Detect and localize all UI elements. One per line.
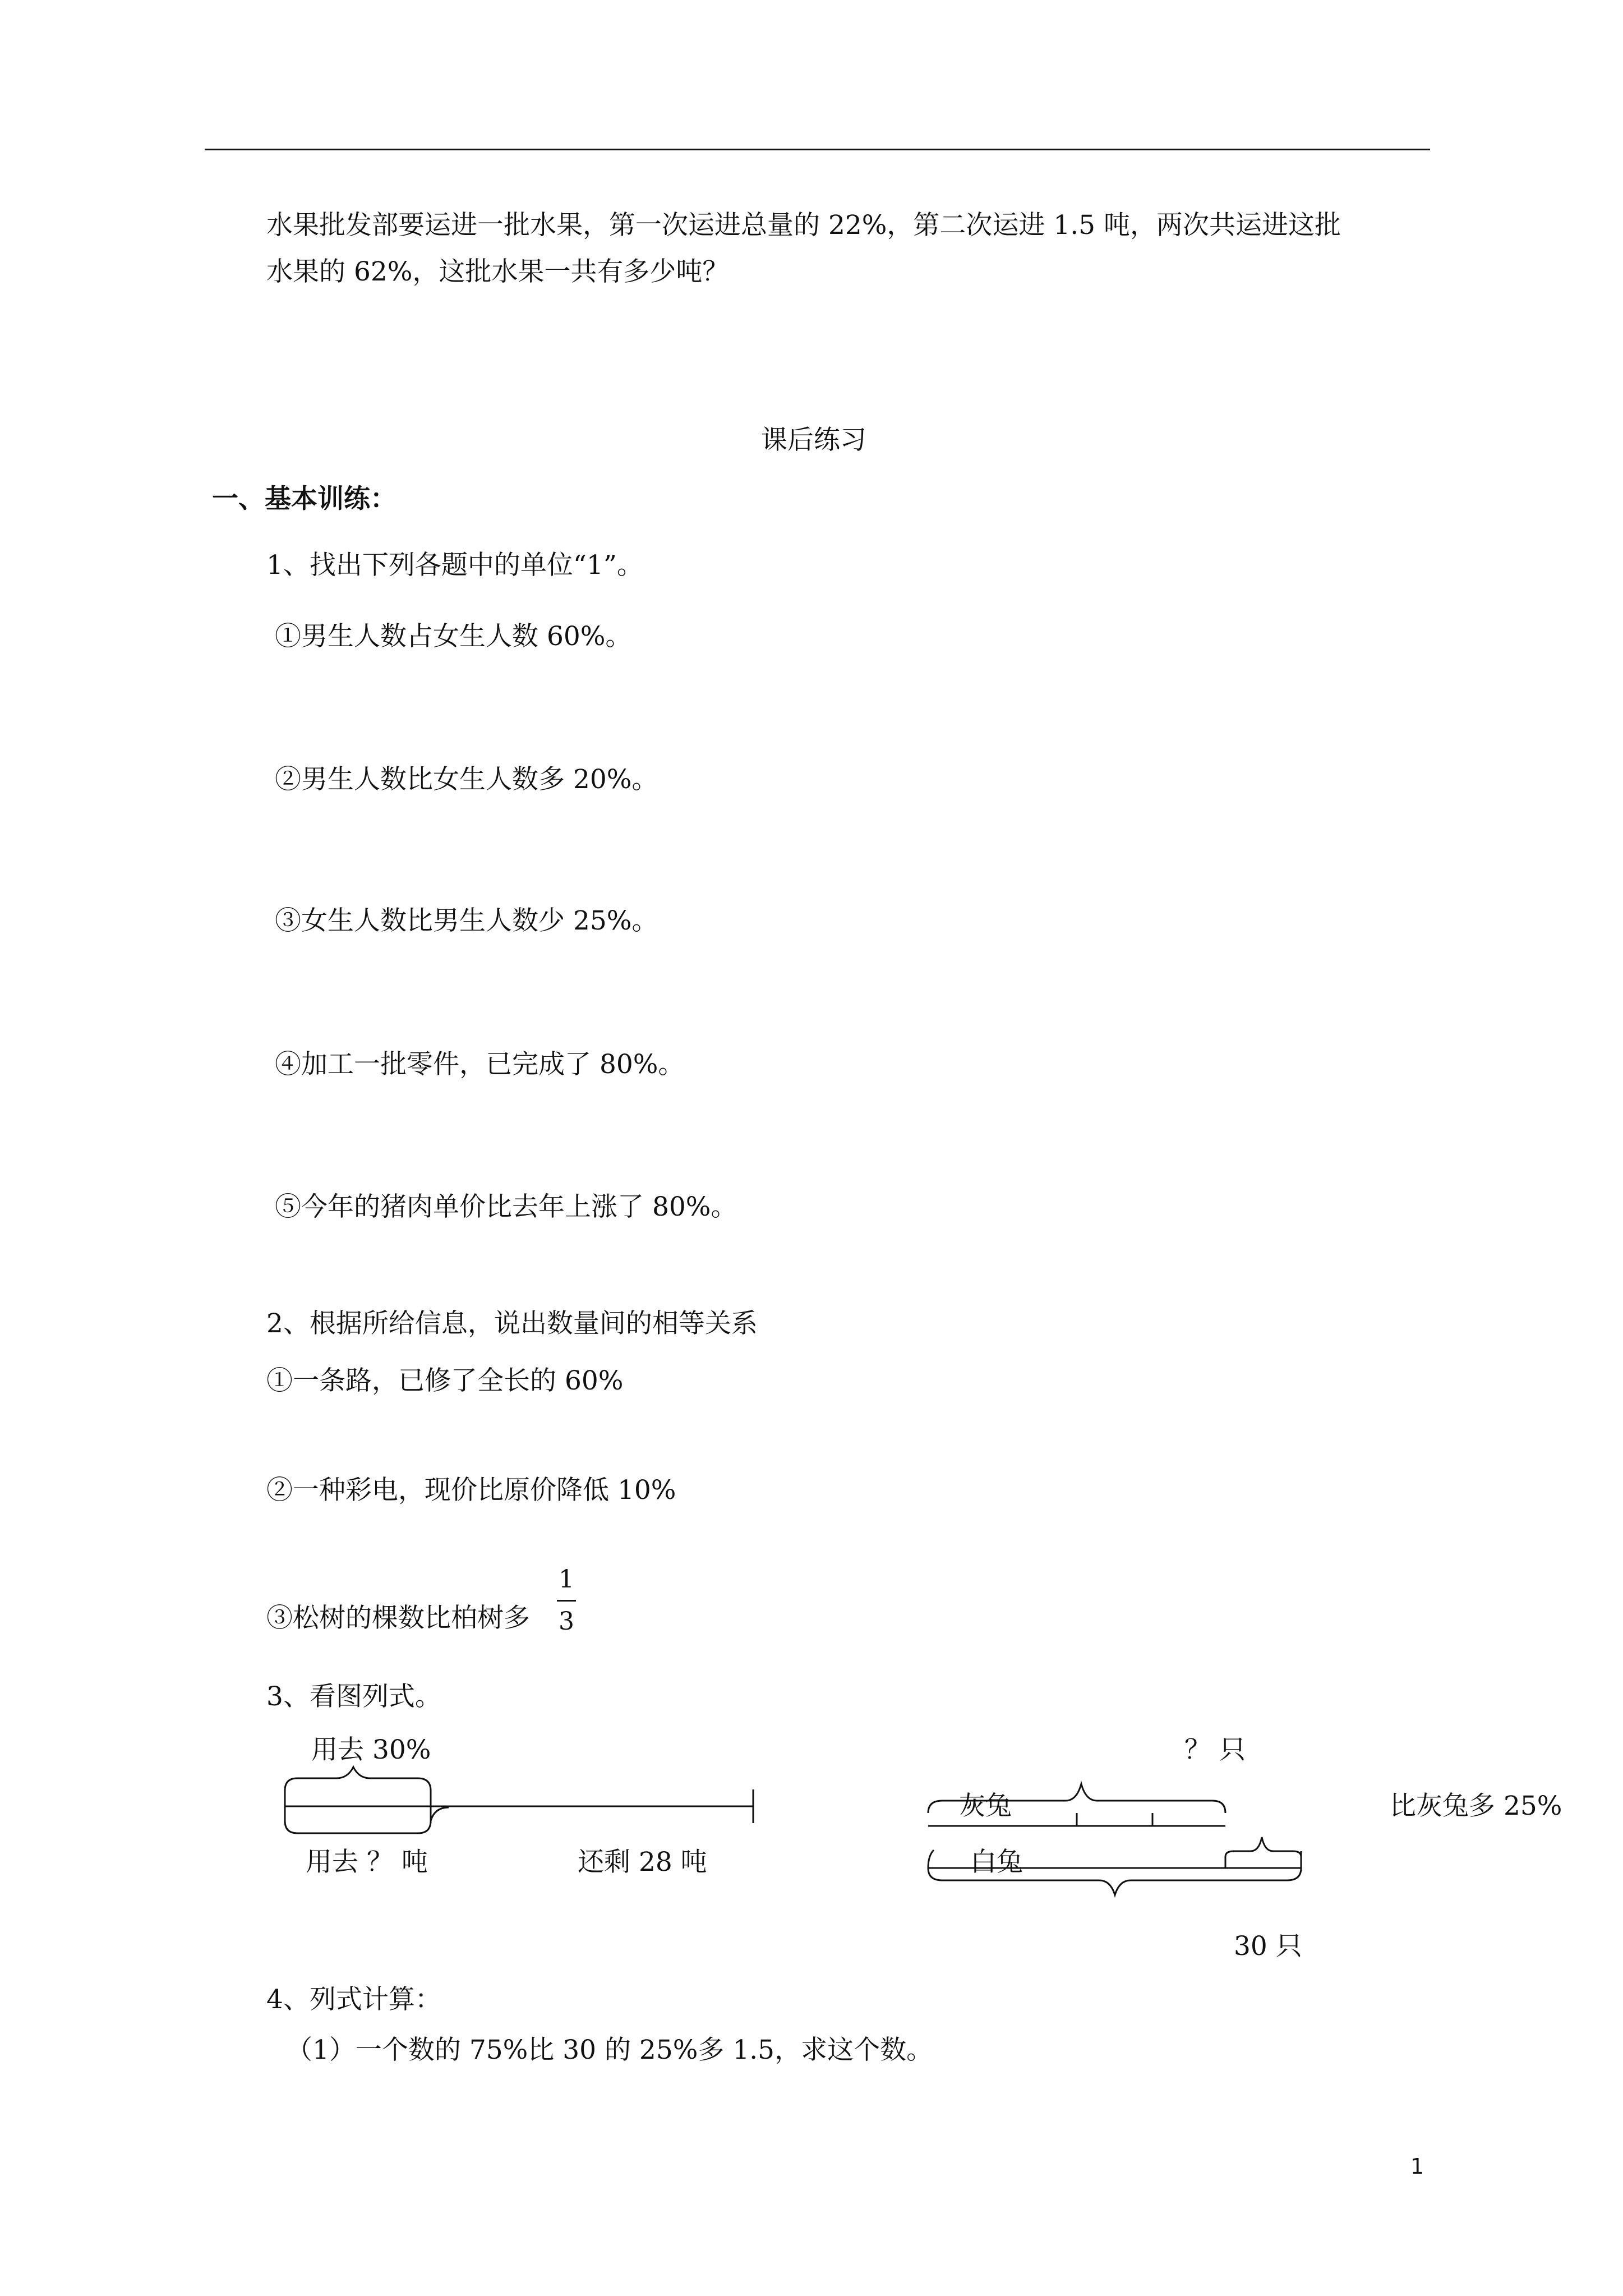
left-diagram-remaining-label: 还剩 28 吨 [578, 1847, 707, 1878]
difference-brace [1225, 1837, 1301, 1868]
q2-item-3: ③松树的棵数比柏树多 [266, 1603, 530, 1634]
fraction-denominator: 3 [559, 1607, 574, 1636]
section-title: 课后练习 [761, 425, 866, 455]
q4-title: 4、列式计算： [266, 1984, 441, 2015]
gray-rabbit-label: 灰兔 [959, 1791, 1012, 1821]
q1-item-2: ②男生人数比女生人数多 20%。 [275, 764, 658, 795]
q1-title: 1、找出下列各题中的单位“1”。 [266, 550, 643, 581]
page-number: 1 [1410, 2154, 1424, 2179]
left-bottom-brace-remaining [431, 1807, 449, 1821]
left-top-brace [285, 1767, 431, 1791]
left-diagram-used-label: 用去 ？ 吨 [306, 1847, 428, 1878]
part-one-heading: 一、基本训练： [212, 484, 396, 514]
intro-problem-line2: 水果的 62%，这批水果一共有多少吨？ [266, 256, 729, 287]
q2-title: 2、根据所给信息，说出数量间的相等关系 [266, 1308, 758, 1339]
q1-item-5: ⑤今年的猪肉单价比去年上涨了 80%。 [275, 1191, 737, 1222]
gray-top-brace [928, 1784, 1225, 1813]
intro-problem-line1: 水果批发部要运进一批水果，第一次运进总量的 22%，第二次运进 1.5 吨，两次共运进这批 [266, 210, 1341, 241]
q2-item-1: ①一条路，已修了全长的 60% [266, 1365, 624, 1396]
q2-item-2: ②一种彩电，现价比原价降低 10% [266, 1475, 676, 1506]
white-rabbit-label: 白兔 [970, 1847, 1023, 1878]
q3-title: 3、看图列式。 [266, 1681, 441, 1712]
q1-item-3: ③女生人数比男生人数少 25%。 [275, 905, 658, 936]
q1-item-1: ①男生人数占女生人数 60%。 [275, 621, 632, 652]
right-diagram-top-label: ？ 只 [1184, 1734, 1246, 1765]
difference-label: 比灰兔多 25% [1390, 1791, 1562, 1821]
q4-item-1: （1）一个数的 75%比 30 的 25%多 1.5，求这个数。 [286, 2035, 933, 2065]
left-diagram-top-label: 用去 30% [311, 1734, 431, 1765]
fraction-numerator: 1 [559, 1565, 574, 1594]
left-bottom-brace-used [285, 1821, 431, 1833]
white-start-hook [928, 1850, 934, 1868]
white-rabbit-count-label: 30 只 [1234, 1931, 1302, 1962]
white-bottom-brace [928, 1868, 1301, 1895]
q1-item-4: ④加工一批零件，已完成了 80%。 [275, 1049, 685, 1080]
